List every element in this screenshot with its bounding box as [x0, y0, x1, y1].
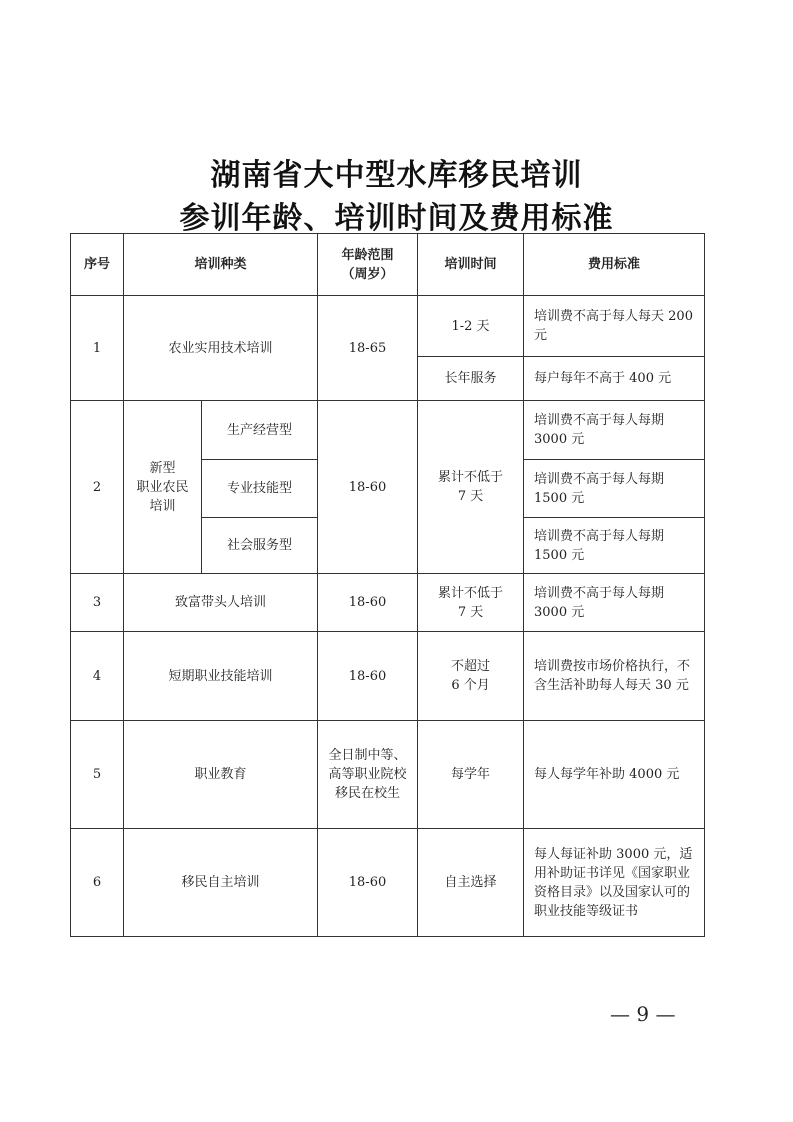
row5-seq: 5 — [71, 721, 124, 829]
page-number: — 9 — — [610, 1002, 676, 1026]
row2-time: 累计不低于 7 天 — [418, 401, 524, 574]
row4-time: 不超过 6 个月 — [418, 632, 524, 721]
header-type: 培训种类 — [124, 234, 318, 296]
row4-seq: 4 — [71, 632, 124, 721]
row2-sub-b: 专业技能型 — [202, 460, 318, 518]
table-row — [71, 296, 705, 357]
row1-seq: 1 — [71, 296, 124, 401]
header-fee: 费用标准 — [524, 234, 705, 296]
table-row — [71, 721, 705, 829]
row6-seq: 6 — [71, 829, 124, 937]
row3-time: 累计不低于 7 天 — [418, 574, 524, 632]
row1-time-b: 长年服务 — [418, 357, 524, 401]
row1-age: 18-65 — [318, 296, 418, 401]
row1-fee-b: 每户每年不高于 400 元 — [524, 357, 705, 401]
row6-fee: 每人每证补助 3000 元，适 用补助证书详见《国家职业 资格目录》以及国家认可的 职业技能等级证书 — [524, 829, 705, 937]
training-standards-table — [70, 233, 705, 937]
row5-age: 全日制中等、 高等职业院校 移民在校生 — [318, 721, 418, 829]
row3-seq: 3 — [71, 574, 124, 632]
document-title-line1: 湖南省大中型水库移民培训 — [210, 158, 583, 193]
row2-age: 18-60 — [318, 401, 418, 574]
row3-fee: 培训费不高于每人每期 3000 元 — [524, 574, 705, 632]
row5-type: 职业教育 — [124, 721, 318, 829]
row4-age: 18-60 — [318, 632, 418, 721]
row6-type: 移民自主培训 — [124, 829, 318, 937]
row2-seq: 2 — [71, 401, 124, 574]
row2-sub-a: 生产经营型 — [202, 401, 318, 460]
row2-fee-a: 培训费不高于每人每期 3000 元 — [524, 401, 705, 460]
row2-sub-c: 社会服务型 — [202, 518, 318, 574]
table-row — [71, 632, 705, 721]
header-time: 培训时间 — [418, 234, 524, 296]
row1-fee-a: 培训费不高于每人每天 200 元 — [524, 296, 705, 357]
row3-age: 18-60 — [318, 574, 418, 632]
row3-type: 致富带头人培训 — [124, 574, 318, 632]
row4-fee: 培训费按市场价格执行，不 含生活补助每人每天 30 元 — [524, 632, 705, 721]
table-row — [71, 574, 705, 632]
row1-time-a: 1-2 天 — [418, 296, 524, 357]
document-title-line2: 参训年龄、培训时间及费用标准 — [179, 201, 614, 236]
row1-type: 农业实用技术培训 — [124, 296, 318, 401]
row2-fee-b: 培训费不高于每人每期 1500 元 — [524, 460, 705, 518]
row2-group: 新型 职业农民 培训 — [124, 401, 202, 574]
header-age: 年龄范围 （周岁） — [318, 234, 418, 296]
header-seq: 序号 — [71, 234, 124, 296]
row2-fee-c: 培训费不高于每人每期 1500 元 — [524, 518, 705, 574]
table-row — [71, 401, 705, 460]
row6-time: 自主选择 — [418, 829, 524, 937]
row5-fee: 每人每学年补助 4000 元 — [524, 721, 705, 829]
table-header-row — [71, 234, 705, 296]
table-row — [71, 829, 705, 937]
row5-time: 每学年 — [418, 721, 524, 829]
row6-age: 18-60 — [318, 829, 418, 937]
row4-type: 短期职业技能培训 — [124, 632, 318, 721]
